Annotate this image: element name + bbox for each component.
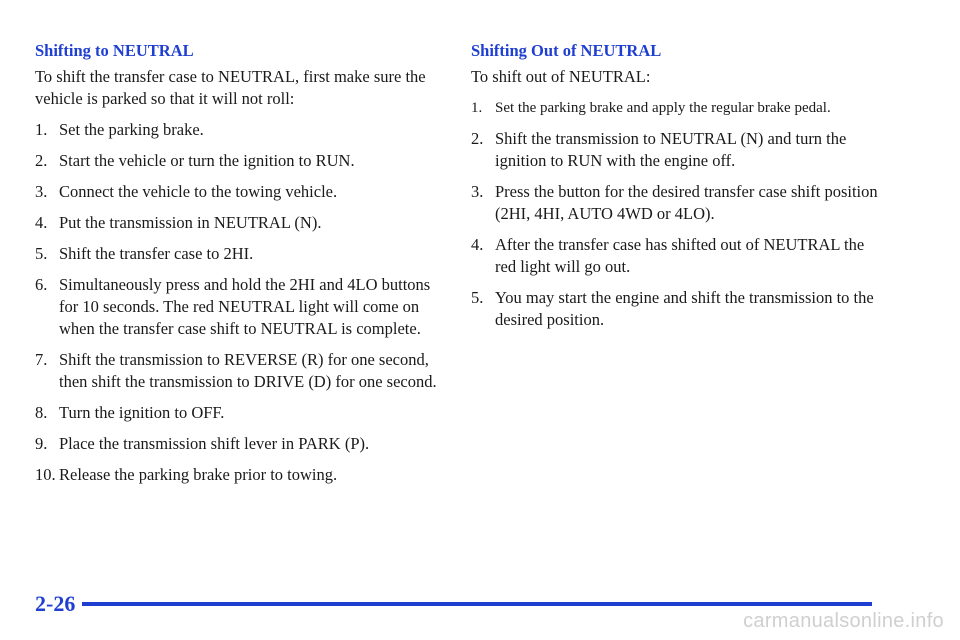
step-text: Press the button for the desired transfer case shift position (2HI, 4HI, AUTO 4WD or 4LO). (495, 182, 878, 223)
watermark: carmanualsonline.info (743, 610, 944, 632)
step-number: 4. (471, 235, 484, 254)
step-number: 5. (471, 288, 484, 307)
step-text: Shift the transmission to REVERSE (R) for one second, then shift the transmission to DRIVE (D) for one second. (59, 350, 437, 391)
step-text: Place the transmission shift lever in PARK (P). (59, 434, 370, 453)
step-number: 3. (35, 182, 48, 201)
list-item (35, 119, 443, 141)
list-item (35, 212, 443, 234)
step-text: Release the parking brake prior to towing. (59, 465, 338, 484)
list-item (35, 150, 443, 172)
list-item (471, 287, 879, 331)
list-item (471, 128, 879, 172)
step-number: 4. (35, 213, 48, 232)
intro-paragraph: To shift out of NEUTRAL: (471, 67, 651, 86)
intro-paragraph: To shift the transfer case to NEUTRAL, first make sure the vehicle is parked so that it will not roll: (35, 67, 426, 108)
list-item (35, 181, 443, 203)
section-heading-shifting-to-neutral: Shifting to NEUTRAL (35, 41, 194, 60)
page-number: 2-26 (35, 591, 76, 616)
step-number: 10. (35, 465, 56, 484)
step-number: 9. (35, 434, 48, 453)
list-item (471, 181, 879, 225)
step-text: Set the parking brake. (59, 120, 204, 139)
left-column (35, 40, 443, 495)
step-number: 1. (35, 120, 48, 139)
step-text: Connect the vehicle to the towing vehicle. (59, 182, 338, 201)
list-item (35, 349, 443, 393)
step-number: 3. (471, 182, 484, 201)
step-number: 2. (471, 129, 484, 148)
list-item (35, 433, 443, 455)
step-number: 6. (35, 275, 48, 294)
step-text: Start the vehicle or turn the ignition to RUN. (59, 151, 355, 170)
section-heading-shifting-out-of-neutral: Shifting Out of NEUTRAL (471, 41, 662, 60)
steps-list (35, 119, 443, 486)
list-item (35, 402, 443, 424)
step-text: Shift the transmission to NEUTRAL (N) and turn the ignition to RUN with the engine off. (495, 129, 847, 170)
step-text: You may start the engine and shift the transmission to the desired position. (495, 288, 874, 329)
list-item (471, 234, 879, 278)
footer-rule (82, 602, 872, 606)
steps-list (471, 97, 879, 331)
step-number: 7. (35, 350, 48, 369)
step-text: Simultaneously press and hold the 2HI and 4LO buttons for 10 seconds. The red NEUTRAL light will come on when the transfer case shift to NEUTRAL is complete. (59, 275, 431, 338)
list-item (471, 97, 879, 119)
list-item (35, 464, 443, 486)
step-number: 2. (35, 151, 48, 170)
step-text: Put the transmission in NEUTRAL (N). (59, 213, 322, 232)
step-number: 8. (35, 403, 48, 422)
step-text: Turn the ignition to OFF. (59, 403, 225, 422)
step-text: Set the parking brake and apply the regular brake pedal. (495, 100, 831, 116)
step-number: 1. (471, 100, 483, 116)
step-text: Shift the transfer case to 2HI. (59, 244, 254, 263)
step-number: 5. (35, 244, 48, 263)
list-item (35, 243, 443, 265)
list-item (35, 274, 443, 340)
right-column (471, 40, 879, 340)
step-text: After the transfer case has shifted out of NEUTRAL the red light will go out. (495, 235, 865, 276)
